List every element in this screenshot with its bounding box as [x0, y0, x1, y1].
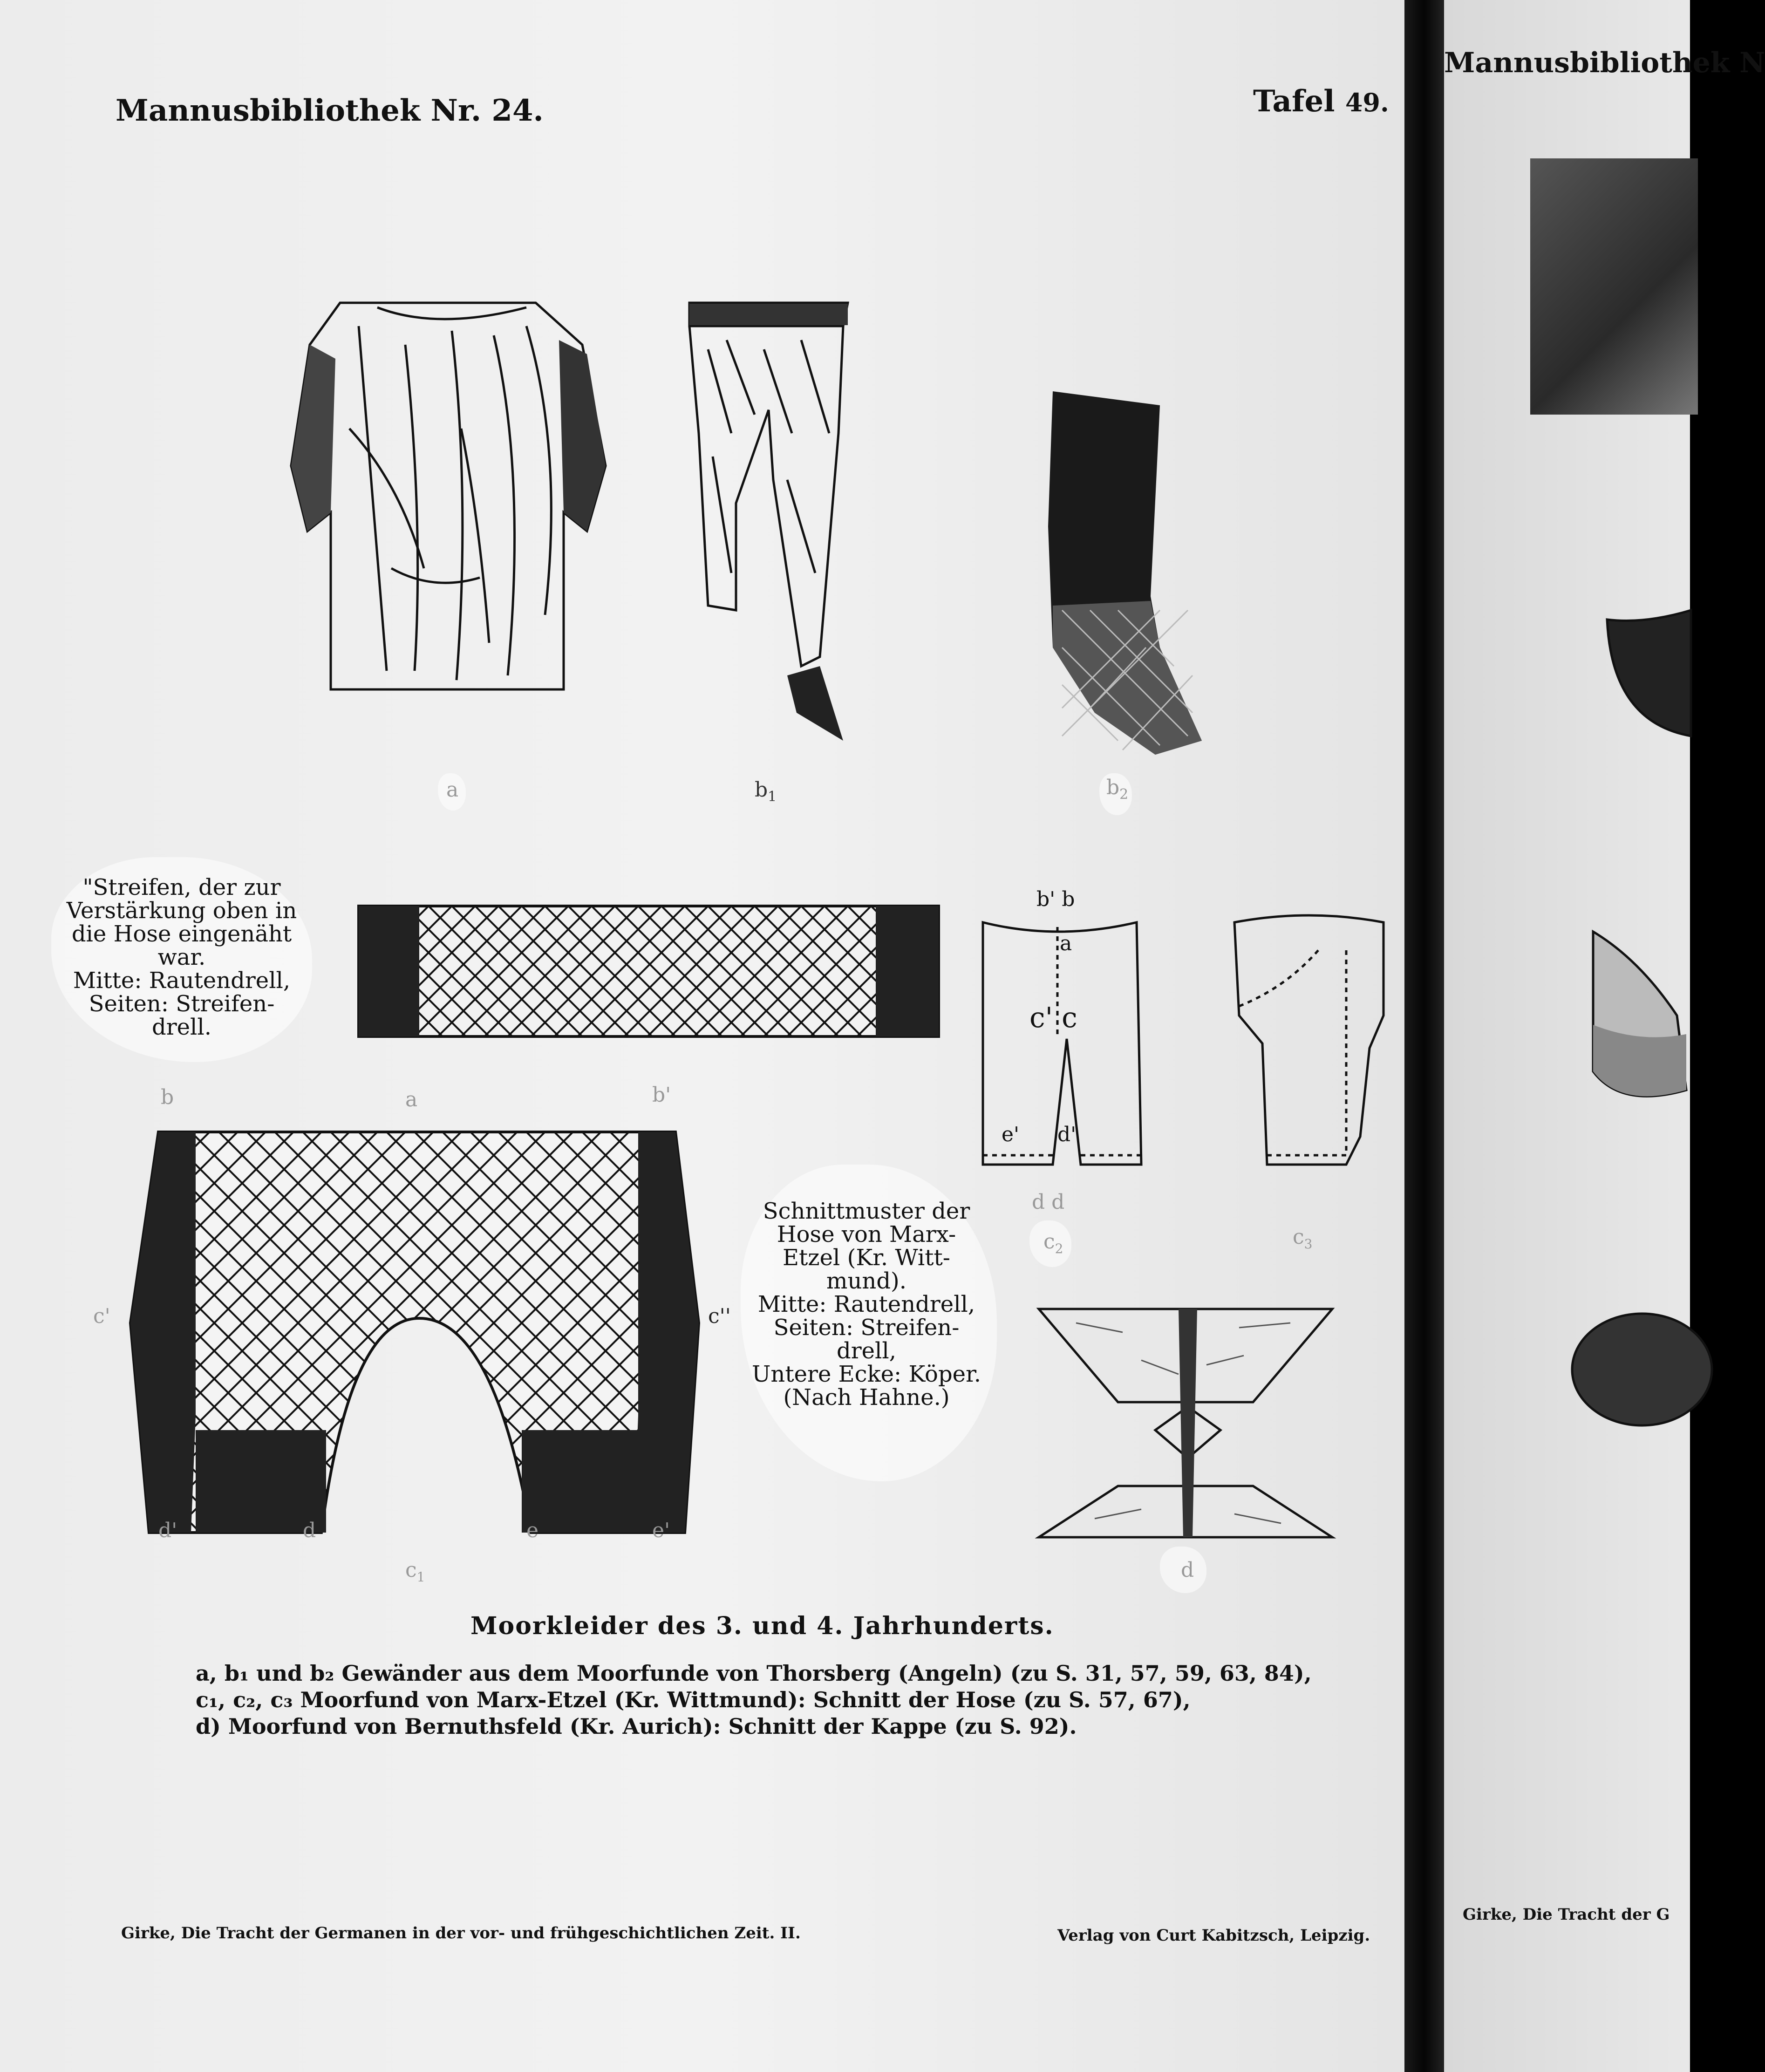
caption-line-a-b: a, b₁ und b₂ Gewänder aus dem Moorfunde von Thorsberg (Angeln) (zu S. 31, 57, 59, 63, 84),: [196, 1661, 1312, 1686]
label-c2-e: e': [1002, 1123, 1020, 1146]
figure-d-hood-pattern: [1039, 1304, 1337, 1542]
figure-c1-pattern: [130, 1127, 703, 1542]
label-b-prime: b': [652, 1083, 671, 1107]
label-c-prime: c': [93, 1304, 110, 1328]
plate-word: Tafel: [1253, 84, 1335, 119]
label-c2: $c_2$: [1043, 1230, 1063, 1256]
label-b1-top: $b_1$: [755, 778, 777, 805]
label-c2-cc: c' c: [1029, 1002, 1077, 1034]
plate-number: [1253, 84, 1389, 119]
figure-a-tunic: [284, 289, 620, 699]
series-header: Mannusbibliothek Nr. 24.: [116, 93, 544, 128]
figure-b2-stocking: [1034, 387, 1211, 759]
strip-note: "Streifen, der zur Verstärkung oben in die Hose eingenäht war. Mitte: Rautendrell, Seiten: Streifen- drell.: [66, 874, 297, 1040]
label-c2-top: b' b: [1036, 887, 1075, 911]
label-c2-a: a: [1060, 932, 1072, 955]
plate-num: 49.: [1345, 88, 1389, 117]
label-c3: $c_3$: [1293, 1225, 1313, 1252]
pattern-note: Schnittmuster der Hose von Marx- Etzel (Kr. Witt- mund). Mitte: Rautendrell, Seiten: Streifen- drell, Untere Ecke: Köper. (Nach Hahne.): [751, 1198, 981, 1411]
footer-publisher: Verlag von Curt Kabitzsch, Leipzig.: [1057, 1926, 1370, 1945]
label-c1: $c_1$: [405, 1558, 425, 1585]
caption-title: Moorkleider des 3. und 4. Jahrhunderts.: [470, 1612, 1054, 1640]
facing-shoe-drawing-2: [1584, 922, 1691, 1118]
caption-line-d: d) Moorfund von Bernuthsfeld (Kr. Aurich): Schnitt der Kappe (zu S. 92).: [196, 1714, 1077, 1739]
figure-c3-trousers: [1230, 913, 1388, 1183]
book-gutter: [1404, 0, 1444, 2072]
facing-shoe-drawing-1: [1598, 582, 1700, 750]
label-e-prime: e': [652, 1519, 670, 1542]
label-e-mid: e: [526, 1519, 539, 1542]
label-d-fig: d: [1181, 1558, 1194, 1582]
figure-b1-trousers: [680, 293, 876, 741]
label-c2-bottom: d d: [1032, 1190, 1065, 1214]
label-d-left: d: [303, 1519, 316, 1542]
label-a-mid: a: [405, 1088, 418, 1111]
facing-photo: [1530, 158, 1698, 415]
label-c2-d: d': [1057, 1123, 1077, 1146]
facing-page: [1444, 0, 1765, 2072]
label-b-side: b: [161, 1085, 174, 1109]
facing-page-header: Mannusbibliothek N: [1444, 47, 1765, 79]
label-d-prime-left: d': [158, 1519, 177, 1542]
label-b2-top: $b_2$: [1106, 776, 1129, 803]
caption-line-c: c₁, c₂, c₃ Moorfund von Marx-Etzel (Kr. Wittmund): Schnitt der Hose (zu S. 57, 67),: [196, 1687, 1191, 1712]
label-c-dblprime: c'': [708, 1304, 731, 1328]
label-a-top: a: [446, 778, 459, 802]
footer-book-title: Girke, Die Tracht der Germanen in der vor- und frühgeschichtlichen Zeit. II.: [121, 1924, 801, 1942]
figure-strip: [359, 906, 939, 1036]
facing-page-footer: Girke, Die Tracht der G: [1463, 1905, 1670, 1924]
facing-shoe-drawing-3: [1567, 1304, 1693, 1435]
